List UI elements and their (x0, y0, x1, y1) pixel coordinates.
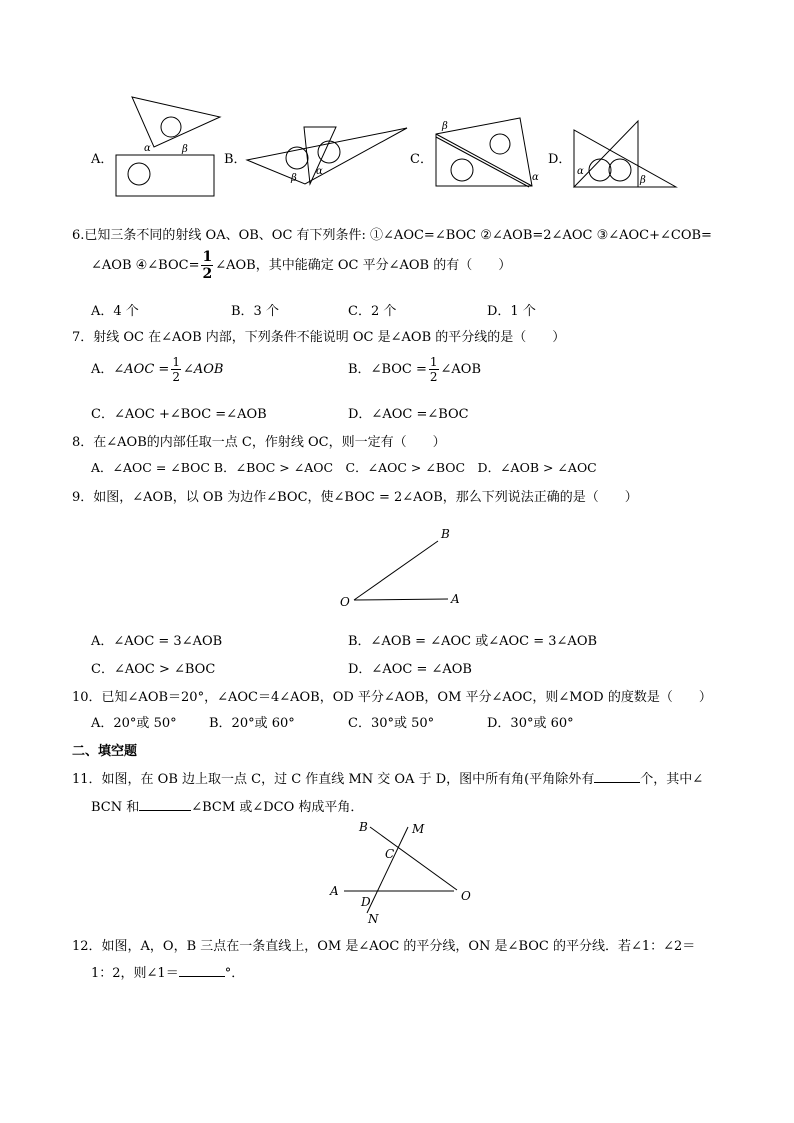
q8-stem: 8．在∠AOB的内部任取一点 C，作射线 OC，则一定有（ ） (72, 435, 446, 450)
q11-label-a: A (330, 884, 339, 898)
q5a-alpha: α (144, 143, 151, 154)
q9-option-c: C．∠AOC > ∠BOC (91, 662, 216, 677)
q6-option-d: D．1 个 (487, 304, 536, 319)
q7a-fraction: $\frac{1}{2}$ (172, 355, 180, 384)
q6-line2-b: ∠AOB，其中能确定 OC 平分∠AOB 的有（ ） (215, 258, 512, 273)
q5-option-d-label: D． (548, 152, 572, 167)
section-heading: 二、填空题 (72, 744, 138, 759)
q9-label-a: A (451, 592, 460, 606)
q6-line1: 6.已知三条不同的射线 OA、OB、OC 有下列条件: ①∠AOC=∠BOC ②∠AOB=2∠AOC ③∠AOC+∠COB= (72, 228, 712, 243)
q11-label-c: C (385, 847, 395, 861)
q6-line2 (91, 250, 511, 281)
q5-option-c-label: C． (410, 152, 433, 167)
q11-line2: BCN 和 ∠BCM 或∠DCO 构成平角． (91, 800, 364, 815)
q7-option-d: D．∠AOC =∠BOC (348, 407, 469, 422)
q8-options: A．∠AOC = ∠BOC B．∠BOC > ∠AOC C．∠AOC > ∠BOC D．∠AOB > ∠AOC (91, 460, 597, 475)
q9-label-o: O (340, 595, 350, 609)
q5-figure-b (242, 120, 414, 192)
q6-option-b: B．3 个 (231, 304, 279, 319)
q5-figure-c (432, 114, 550, 194)
q6-fraction: $\frac{1}{2}$ (202, 249, 213, 282)
q7b-fraction: $\frac{1}{2}$ (429, 355, 438, 384)
q11-figure (326, 816, 486, 926)
q5d-alpha: α (577, 166, 584, 177)
q5c-beta: β (442, 121, 448, 132)
q11-label-m: M (412, 822, 425, 836)
q6-option-a: A．4 个 (91, 304, 139, 319)
q10-option-a: A．20°或 50° (91, 716, 177, 731)
q7-option-c: C．∠AOC +∠BOC =∠AOB (91, 407, 267, 422)
q10-option-d: D．30°或 60° (487, 716, 574, 731)
q9-figure (330, 520, 470, 612)
q10-option-b: B．20°或 60° (209, 716, 295, 731)
q9-option-b: B．∠AOB = ∠AOC 或∠AOC = 3∠AOB (348, 634, 598, 649)
q5-figure-d (568, 118, 682, 192)
q9-stem: 9．如图，∠AOB，以 OB 为边作∠BOC，使∠BOC = 2∠AOB，那么下列说法正确的是（ ） (72, 490, 638, 505)
q12-blank[interactable] (179, 964, 225, 977)
q10-option-c: C．30°或 50° (348, 716, 435, 731)
q9-option-d: D．∠AOC = ∠AOB (348, 662, 472, 677)
q12-line1: 12．如图，A，O，B 三点在一条直线上，OM 是∠AOC 的平分线，ON 是∠BOC 的平分线．若∠1：∠2＝ (72, 939, 696, 954)
q11-label-n: N (368, 912, 379, 926)
q12-line2: 1：2，则∠1＝ °． (91, 966, 245, 981)
q5d-beta: β (640, 175, 646, 186)
q11-line1: 11．如图，在 OB 边上取一点 C，过 C 作直线 MN 交 OA 于 D，图中所有角(平角除外有 个，其中∠ (72, 772, 704, 787)
q7-option-a: A．∠AOC = $\frac{1}{2}$ ∠AOB (91, 355, 224, 384)
q7-stem: 7．射线 OC 在∠AOB 内部，下列条件不能说明 OC 是∠AOB 的平分线的是（ ） (72, 330, 566, 345)
q10-stem: 10．已知∠AOB＝20°，∠AOC＝4∠AOB，OD 平分∠AOB，OM 平分∠AOC，则∠MOD 的度数是（ ） (72, 690, 712, 705)
q5c-alpha: α (532, 172, 539, 183)
q11-label-o: O (461, 889, 471, 903)
q5b-beta: β (291, 173, 297, 184)
q11-blank-1[interactable] (594, 770, 640, 783)
q6-line2-a: ∠AOB ④∠BOC= (91, 258, 200, 273)
q5b-alpha: α (316, 166, 323, 177)
q5a-beta: β (182, 144, 188, 155)
q9-option-a: A．∠AOC = 3∠AOB (91, 634, 223, 649)
q5-option-a-label: A． (91, 152, 114, 167)
q11-label-d: D (361, 895, 371, 909)
q5-option-b-label: B． (224, 152, 247, 167)
q7-option-b: B．∠BOC = $\frac{1}{2}$ ∠AOB (348, 355, 482, 384)
q11-blank-2[interactable] (139, 798, 191, 811)
q6-option-c: C．2 个 (348, 304, 397, 319)
q11-label-b: B (359, 820, 368, 834)
q9-label-b: B (441, 527, 450, 541)
q5-figure-a (108, 92, 228, 200)
